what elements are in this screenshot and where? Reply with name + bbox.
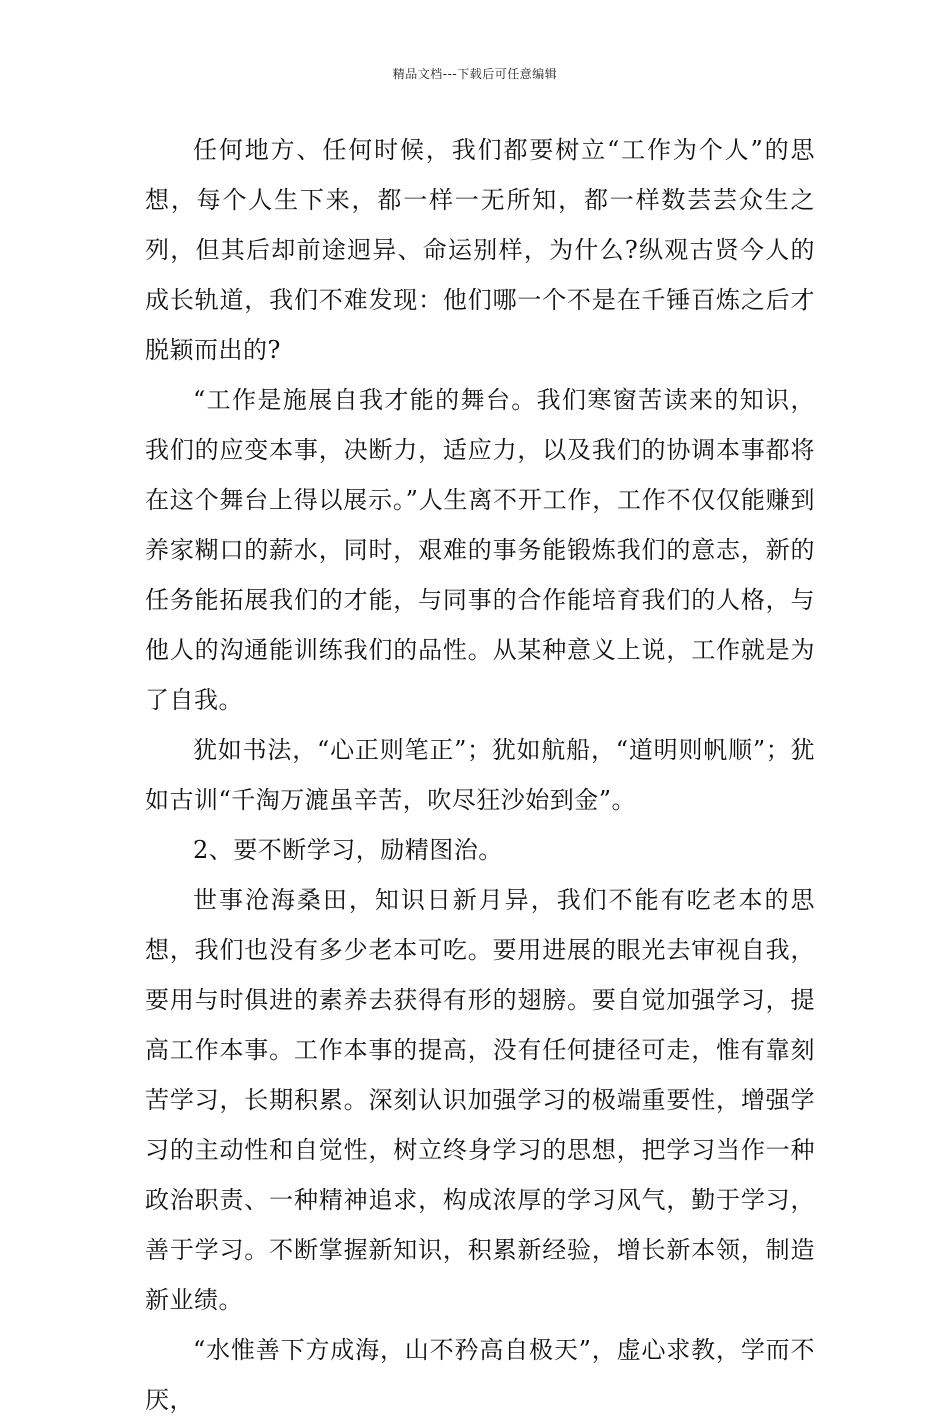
paragraph-5: “水惟善下方成海，山不矜高自极天”，虚心求教，学而不厌， bbox=[145, 1336, 815, 1414]
paragraph-1: 任何地方、任何时候，我们都要树立“工作为个人”的思想，每个人生下来，都一样一无所知，都一样数芸芸众生之列，但其后却前途迥异、命运别样，为什么?纵观古贤今人的成长轨道，我们不难发现：他们哪一个不是在千锤百炼之后才脱颖而出的? bbox=[145, 136, 815, 364]
document-body bbox=[145, 125, 815, 1425]
page-header: 精品文档---下载后可任意编辑 bbox=[392, 67, 558, 81]
paragraph-3: 犹如书法，“心正则笔正”；犹如航船，“道明则帆顺”；犹如古训“千淘万漉虽辛苦，吹尽狂沙始到金”。 bbox=[145, 736, 815, 814]
paragraph-4: 世事沧海桑田，知识日新月异，我们不能有吃老本的思想，我们也没有多少老本可吃。要用进展的眼光去审视自我，要用与时俱进的素养去获得有形的翅膀。要自觉加强学习，提高工作本事。工作本事的提高，没有任何捷径可走，惟有靠刻苦学习，长期积累。深刻认识加强学习的极端重要性，增强学习的主动性和自觉性，树立终身学习的思想，把学习当作一种政治职责、一种精神追求，构成浓厚的学习风气，勤于学习，善于学习。不断掌握新知识，积累新经验，增长新本领，制造新业绩。 bbox=[145, 886, 815, 1314]
paragraph-2: “工作是施展自我才能的舞台。我们寒窗苦读来的知识，我们的应变本事，决断力，适应力，以及我们的协调本事都将在这个舞台上得以展示。”人生离不开工作，工作不仅仅能赚到养家糊口的薪水，同时，艰难的事务能锻炼我们的意志，新的任务能拓展我们的才能，与同事的合作能培育我们的人格，与他人的沟通能训练我们的品性。从某种意义上说，工作就是为了自我。 bbox=[145, 386, 815, 714]
section-heading: 2、要不断学习，励精图治。 bbox=[193, 836, 503, 864]
